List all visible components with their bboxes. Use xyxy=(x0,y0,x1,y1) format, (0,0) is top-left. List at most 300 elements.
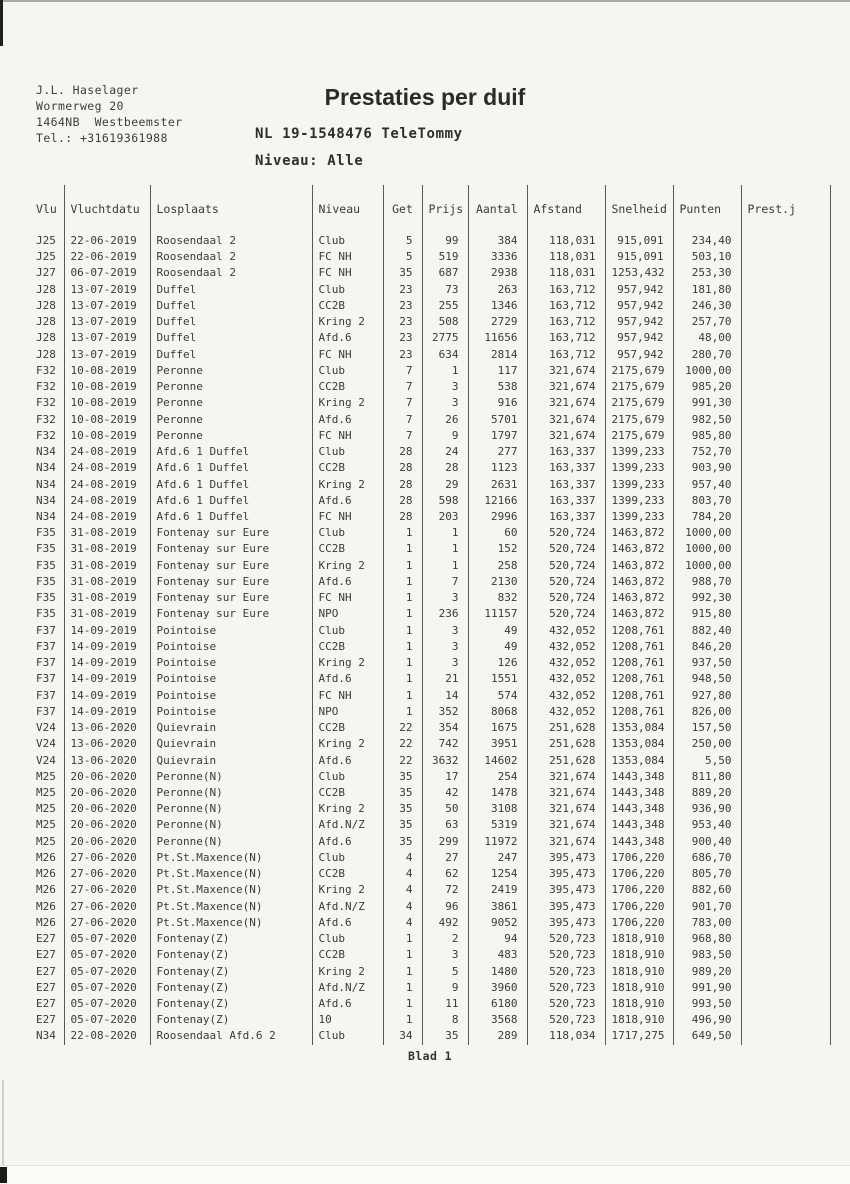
cell: F32 xyxy=(36,396,56,410)
cell: Peronne xyxy=(150,412,312,428)
cell: 832 xyxy=(468,590,527,606)
table-row xyxy=(30,590,830,606)
cell: 321,674 xyxy=(527,395,605,411)
cell: 649,50 xyxy=(673,1028,741,1044)
cell: Afd.N/Z xyxy=(312,817,383,833)
cell: 163,712 xyxy=(527,347,605,363)
cell: M25 xyxy=(36,834,56,848)
cell: 255 xyxy=(422,298,468,314)
cell: CC2B xyxy=(312,720,383,736)
cell: 4 xyxy=(383,866,422,882)
table-row xyxy=(30,623,830,639)
cell: 10-08-2019 xyxy=(64,363,150,379)
cell: 1 xyxy=(383,558,422,574)
cell: Club xyxy=(312,623,383,639)
cell: E27 xyxy=(36,948,56,962)
table-row xyxy=(30,379,830,395)
cell: Fontenay(Z) xyxy=(150,980,312,996)
cell: V24 xyxy=(36,753,56,767)
cell: 395,473 xyxy=(527,899,605,915)
cell: 483 xyxy=(468,947,527,963)
cell: J28 xyxy=(36,282,56,296)
cell: 321,674 xyxy=(527,834,605,850)
cell: 5 xyxy=(383,249,422,265)
cell: 1463,872 xyxy=(605,590,673,606)
cell: Fontenay(Z) xyxy=(150,1012,312,1028)
cell: Fontenay sur Eure xyxy=(150,590,312,606)
cell: 163,337 xyxy=(527,493,605,509)
cell: 14-09-2019 xyxy=(64,655,150,671)
cell: 8 xyxy=(422,1012,468,1028)
cell: M25 xyxy=(36,769,56,783)
cell: 2175,679 xyxy=(605,395,673,411)
pigeon-ring-id: NL 19-1548476 TeleTommy xyxy=(255,126,463,142)
cell: Quievrain xyxy=(150,720,312,736)
cell: 901,70 xyxy=(673,899,741,915)
cell: 27-06-2020 xyxy=(64,899,150,915)
cell: 22 xyxy=(383,736,422,752)
cell xyxy=(741,688,830,704)
cell: 1 xyxy=(383,671,422,687)
cell: N34 xyxy=(36,461,56,475)
cell: M26 xyxy=(36,867,56,881)
cell: 520,724 xyxy=(527,574,605,590)
cell: 321,674 xyxy=(527,769,605,785)
cell: 9 xyxy=(422,428,468,444)
cell: 118,031 xyxy=(527,233,605,249)
cell: 3108 xyxy=(468,801,527,817)
cell: 236 xyxy=(422,606,468,622)
cell: 1000,00 xyxy=(673,363,741,379)
table-row xyxy=(30,395,830,411)
cell: 321,674 xyxy=(527,412,605,428)
cell: 2175,679 xyxy=(605,412,673,428)
cell xyxy=(741,736,830,752)
cell: V24 xyxy=(36,737,56,751)
cell xyxy=(741,931,830,947)
cell: 23 xyxy=(383,347,422,363)
cell: 1208,761 xyxy=(605,688,673,704)
cell: 250,00 xyxy=(673,736,741,752)
cell: Afd.6 xyxy=(312,671,383,687)
cell: 948,50 xyxy=(673,671,741,687)
cell: CC2B xyxy=(312,298,383,314)
cell: 6180 xyxy=(468,996,527,1012)
cell: 520,723 xyxy=(527,996,605,1012)
cell: FC NH xyxy=(312,249,383,265)
cell: Kring 2 xyxy=(312,964,383,980)
cell: 05-07-2020 xyxy=(64,931,150,947)
cell: J28 xyxy=(36,315,56,329)
cell: 50 xyxy=(422,801,468,817)
cell: Peronne(N) xyxy=(150,769,312,785)
cell: N34 xyxy=(36,1029,56,1043)
table-row xyxy=(30,298,830,314)
cell: 2419 xyxy=(468,882,527,898)
table-row xyxy=(30,753,830,769)
cell: Club xyxy=(312,444,383,460)
cell: 634 xyxy=(422,347,468,363)
cell: 742 xyxy=(422,736,468,752)
cell: CC2B xyxy=(312,866,383,882)
cell: 953,40 xyxy=(673,817,741,833)
cell: 118,031 xyxy=(527,249,605,265)
cell: F35 xyxy=(36,574,56,588)
cell: 27 xyxy=(422,850,468,866)
cell: CC2B xyxy=(312,947,383,963)
cell: 520,724 xyxy=(527,558,605,574)
table-row xyxy=(30,801,830,817)
cell: 1399,233 xyxy=(605,493,673,509)
cell: 982,50 xyxy=(673,412,741,428)
cell: 503,10 xyxy=(673,249,741,265)
cell: 889,20 xyxy=(673,785,741,801)
cell: 968,80 xyxy=(673,931,741,947)
cell: F37 xyxy=(36,656,56,670)
cell: J25 xyxy=(36,234,56,247)
cell: 1000,00 xyxy=(673,541,741,557)
cell: 31-08-2019 xyxy=(64,558,150,574)
cell: Club xyxy=(312,233,383,249)
cell: CC2B xyxy=(312,379,383,395)
cell: 27-06-2020 xyxy=(64,882,150,898)
table-row xyxy=(30,688,830,704)
cell: Roosendaal 2 xyxy=(150,233,312,249)
cell: 983,50 xyxy=(673,947,741,963)
cell: 1551 xyxy=(468,671,527,687)
cell: 42 xyxy=(422,785,468,801)
cell: N34 xyxy=(36,445,56,459)
cell xyxy=(741,964,830,980)
cell xyxy=(741,395,830,411)
cell: 2775 xyxy=(422,330,468,346)
cell: Kring 2 xyxy=(312,655,383,671)
cell xyxy=(741,850,830,866)
cell: 432,052 xyxy=(527,671,605,687)
scan-mark-top-left xyxy=(0,0,3,46)
cell: 13-07-2019 xyxy=(64,298,150,314)
cell: 826,00 xyxy=(673,704,741,720)
cell: FC NH xyxy=(312,688,383,704)
cell xyxy=(741,509,830,525)
page-title: Prestaties per duif xyxy=(324,84,526,110)
cell: CC2B xyxy=(312,785,383,801)
cell: 915,80 xyxy=(673,606,741,622)
cell: 395,473 xyxy=(527,866,605,882)
cell: 163,337 xyxy=(527,444,605,460)
column-header: Losplaats xyxy=(150,185,312,233)
cell: F35 xyxy=(36,607,56,621)
table-row xyxy=(30,915,830,931)
cell: Fontenay(Z) xyxy=(150,964,312,980)
cell: 395,473 xyxy=(527,915,605,931)
cell: 1000,00 xyxy=(673,558,741,574)
table-row xyxy=(30,347,830,363)
cell: 251,628 xyxy=(527,736,605,752)
cell: 432,052 xyxy=(527,623,605,639)
cell: 05-07-2020 xyxy=(64,1012,150,1028)
cell: 203 xyxy=(422,509,468,525)
cell: 24-08-2019 xyxy=(64,444,150,460)
cell: 27-06-2020 xyxy=(64,850,150,866)
cell: Duffel xyxy=(150,298,312,314)
cell: 1 xyxy=(383,996,422,1012)
cell: NPO xyxy=(312,606,383,622)
cell: 384 xyxy=(468,233,527,249)
cell: 1675 xyxy=(468,720,527,736)
cell: 520,723 xyxy=(527,931,605,947)
table-row xyxy=(30,671,830,687)
cell: 992,30 xyxy=(673,590,741,606)
cell: Peronne(N) xyxy=(150,817,312,833)
cell xyxy=(741,915,830,931)
results-table-body xyxy=(30,233,830,1045)
cell: 27-06-2020 xyxy=(64,915,150,931)
cell: Quievrain xyxy=(150,753,312,769)
cell: 985,20 xyxy=(673,379,741,395)
cell: 3 xyxy=(422,379,468,395)
cell xyxy=(741,980,830,996)
cell: 7 xyxy=(383,379,422,395)
cell: 28 xyxy=(383,460,422,476)
cell: F32 xyxy=(36,380,56,394)
cell: 254 xyxy=(468,769,527,785)
cell xyxy=(741,249,830,265)
table-row xyxy=(30,314,830,330)
cell: 7 xyxy=(383,428,422,444)
cell: J27 xyxy=(36,266,56,280)
cell: 23 xyxy=(383,282,422,298)
cell: 2130 xyxy=(468,574,527,590)
cell: 3336 xyxy=(468,249,527,265)
cell: Pointoise xyxy=(150,704,312,720)
cell: 22-08-2020 xyxy=(64,1028,150,1044)
cell: Roosendaal 2 xyxy=(150,265,312,281)
cell: 1706,220 xyxy=(605,899,673,915)
cell: Club xyxy=(312,1028,383,1044)
cell: 10 xyxy=(312,1012,383,1028)
cell: Duffel xyxy=(150,330,312,346)
cell xyxy=(741,558,830,574)
cell: 277 xyxy=(468,444,527,460)
cell: 1818,910 xyxy=(605,964,673,980)
cell: 957,942 xyxy=(605,298,673,314)
scan-mark-bottom-left xyxy=(0,1167,7,1183)
cell: N34 xyxy=(36,509,56,523)
cell: N34 xyxy=(36,477,56,491)
cell: 1208,761 xyxy=(605,704,673,720)
cell: 508 xyxy=(422,314,468,330)
cell: Peronne(N) xyxy=(150,785,312,801)
cell: 299 xyxy=(422,834,468,850)
table-row xyxy=(30,363,830,379)
cell: 72 xyxy=(422,882,468,898)
cell: Pt.St.Maxence(N) xyxy=(150,899,312,915)
cell xyxy=(741,428,830,444)
cell: 23 xyxy=(383,330,422,346)
cell: E27 xyxy=(36,1013,56,1027)
cell: Fontenay sur Eure xyxy=(150,558,312,574)
table-row xyxy=(30,525,830,541)
cell xyxy=(741,671,830,687)
cell: Pointoise xyxy=(150,688,312,704)
cell: J28 xyxy=(36,298,56,312)
cell: 3 xyxy=(422,623,468,639)
cell: Pt.St.Maxence(N) xyxy=(150,866,312,882)
cell: 520,724 xyxy=(527,590,605,606)
cell: 1 xyxy=(383,964,422,980)
cell: 99 xyxy=(422,233,468,249)
cell xyxy=(741,947,830,963)
table-row xyxy=(30,655,830,671)
table-row xyxy=(30,931,830,947)
cell: Duffel xyxy=(150,282,312,298)
cell: 1 xyxy=(383,623,422,639)
results-table-head xyxy=(30,185,830,233)
cell xyxy=(741,282,830,298)
cell: F32 xyxy=(36,428,56,442)
table-row xyxy=(30,428,830,444)
cell: Duffel xyxy=(150,347,312,363)
sender-name: J.L. Haselager xyxy=(36,83,139,97)
column-header: Prest.j xyxy=(741,185,830,233)
cell xyxy=(741,493,830,509)
cell: 985,80 xyxy=(673,428,741,444)
cell: 13-07-2019 xyxy=(64,314,150,330)
cell: 3568 xyxy=(468,1012,527,1028)
cell: NPO xyxy=(312,704,383,720)
cell: 11972 xyxy=(468,834,527,850)
cell: F35 xyxy=(36,526,56,540)
cell: 2175,679 xyxy=(605,428,673,444)
cell: 1818,910 xyxy=(605,1012,673,1028)
cell xyxy=(741,412,830,428)
cell: 163,712 xyxy=(527,330,605,346)
cell: 24-08-2019 xyxy=(64,493,150,509)
table-row xyxy=(30,947,830,963)
cell: 957,942 xyxy=(605,314,673,330)
cell: Kring 2 xyxy=(312,558,383,574)
cell: 1353,084 xyxy=(605,736,673,752)
cell: 2729 xyxy=(468,314,527,330)
cell: E27 xyxy=(36,964,56,978)
cell: 289 xyxy=(468,1028,527,1044)
cell: V24 xyxy=(36,721,56,735)
cell: 991,30 xyxy=(673,395,741,411)
cell: 24 xyxy=(422,444,468,460)
cell xyxy=(741,899,830,915)
cell: 1 xyxy=(383,688,422,704)
cell: 321,674 xyxy=(527,785,605,801)
cell: Afd.N/Z xyxy=(312,899,383,915)
table-row xyxy=(30,606,830,622)
cell: 354 xyxy=(422,720,468,736)
cell: 882,40 xyxy=(673,623,741,639)
cell: F32 xyxy=(36,363,56,377)
cell: 118,031 xyxy=(527,265,605,281)
cell: M25 xyxy=(36,785,56,799)
cell: Peronne xyxy=(150,428,312,444)
cell: 181,80 xyxy=(673,282,741,298)
cell: Quievrain xyxy=(150,736,312,752)
cell xyxy=(741,314,830,330)
cell: 3 xyxy=(422,655,468,671)
table-row xyxy=(30,834,830,850)
cell: 7 xyxy=(383,363,422,379)
cell: 20-06-2020 xyxy=(64,801,150,817)
cell: Fontenay sur Eure xyxy=(150,606,312,622)
table-row xyxy=(30,509,830,525)
table-row xyxy=(30,412,830,428)
cell: 1208,761 xyxy=(605,655,673,671)
cell: 9052 xyxy=(468,915,527,931)
cell: J28 xyxy=(36,347,56,361)
cell: 1123 xyxy=(468,460,527,476)
cell: Pt.St.Maxence(N) xyxy=(150,882,312,898)
cell: 1208,761 xyxy=(605,671,673,687)
cell: 492 xyxy=(422,915,468,931)
cell: 31-08-2019 xyxy=(64,606,150,622)
column-header: Get xyxy=(383,185,422,233)
cell: 321,674 xyxy=(527,801,605,817)
cell: 846,20 xyxy=(673,639,741,655)
cell xyxy=(741,590,830,606)
cell: 14-09-2019 xyxy=(64,639,150,655)
cell: 395,473 xyxy=(527,882,605,898)
cell xyxy=(741,477,830,493)
cell: Afd.6 xyxy=(312,915,383,931)
cell: 1208,761 xyxy=(605,623,673,639)
table-row xyxy=(30,785,830,801)
cell: 253,30 xyxy=(673,265,741,281)
cell: 936,90 xyxy=(673,801,741,817)
cell: Roosendaal Afd.6 2 xyxy=(150,1028,312,1044)
cell: 14-09-2019 xyxy=(64,623,150,639)
cell: 247 xyxy=(468,850,527,866)
cell xyxy=(741,996,830,1012)
cell: Peronne xyxy=(150,395,312,411)
cell: 519 xyxy=(422,249,468,265)
cell: Kring 2 xyxy=(312,314,383,330)
cell: 13-06-2020 xyxy=(64,720,150,736)
cell: 2 xyxy=(422,931,468,947)
cell: 3 xyxy=(422,590,468,606)
cell: 352 xyxy=(422,704,468,720)
cell: 35 xyxy=(383,785,422,801)
cell: 432,052 xyxy=(527,655,605,671)
cell xyxy=(741,541,830,557)
cell: Kring 2 xyxy=(312,882,383,898)
cell: 1818,910 xyxy=(605,996,673,1012)
cell: 1208,761 xyxy=(605,639,673,655)
table-row xyxy=(30,866,830,882)
cell: 117 xyxy=(468,363,527,379)
cell: 3960 xyxy=(468,980,527,996)
cell: 258 xyxy=(468,558,527,574)
cell: 251,628 xyxy=(527,753,605,769)
table-row xyxy=(30,1028,830,1044)
cell: 28 xyxy=(383,509,422,525)
table-row xyxy=(30,249,830,265)
cell xyxy=(741,785,830,801)
cell: 234,40 xyxy=(673,233,741,249)
cell: 23 xyxy=(383,314,422,330)
cell: 957,942 xyxy=(605,330,673,346)
cell: 1 xyxy=(383,655,422,671)
cell: J28 xyxy=(36,331,56,345)
table-row xyxy=(30,265,830,281)
cell: CC2B xyxy=(312,639,383,655)
